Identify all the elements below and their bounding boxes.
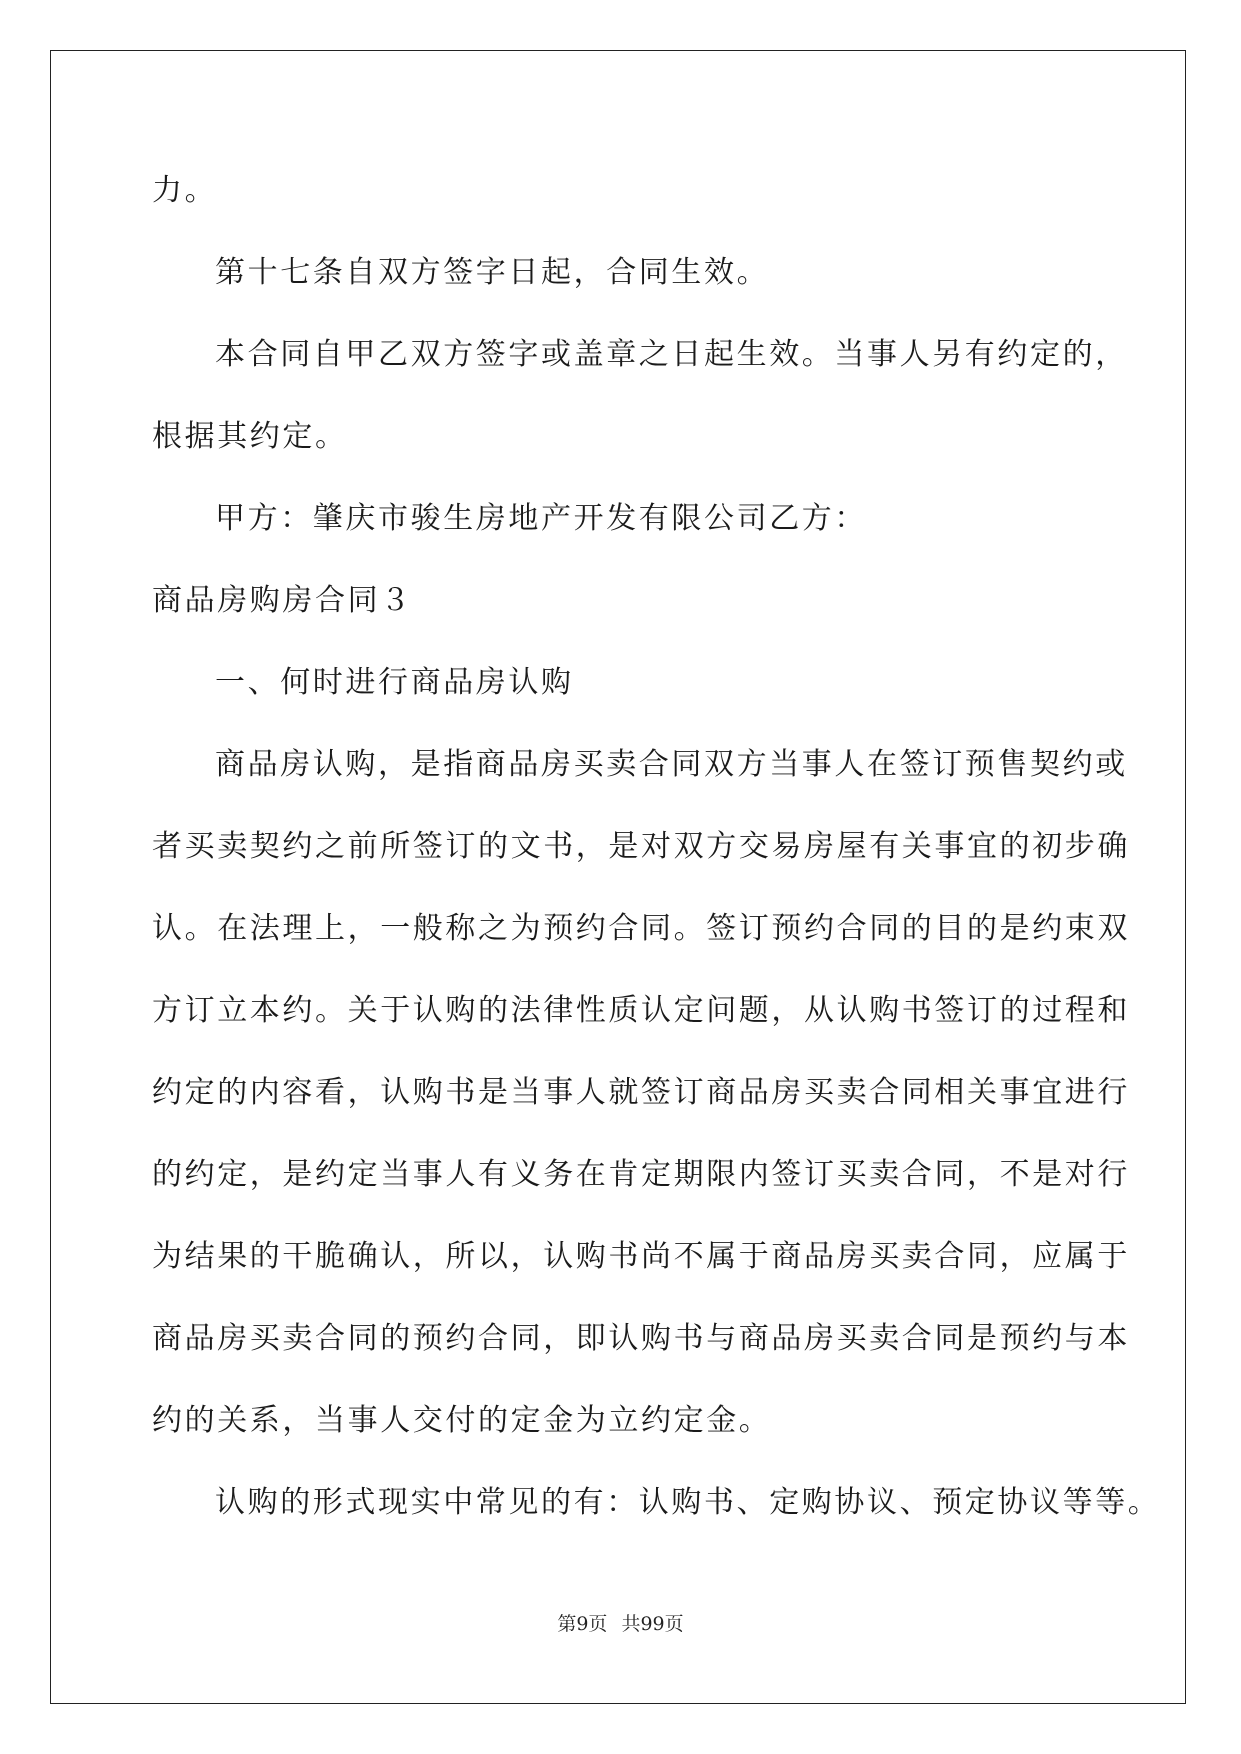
- text-line: 的约定，是约定当事人有义务在肯定期限内签订买卖合同，不是对行: [152, 1157, 1130, 1192]
- text-line: 本合同自甲乙双方签字或盖章之日起生效。当事人另有约定的，: [215, 337, 1128, 372]
- text-line: 为结果的干脆确认，所以，认购书尚不属于商品房买卖合同，应属于: [152, 1239, 1130, 1274]
- text-line: 者买卖契约之前所签订的文书，是对双方交易房屋有关事宜的初步确: [152, 829, 1130, 864]
- text-line: 约定的内容看，认购书是当事人就签订商品房买卖合同相关事宜进行: [152, 1075, 1130, 1110]
- total-pages: 共99页: [621, 1613, 684, 1635]
- text-line: 甲方：肇庆市骏生房地产开发有限公司乙方：: [215, 501, 867, 536]
- text-line: 根据其约定。: [152, 419, 348, 454]
- text-line: 商品房买卖合同的预约合同，即认购书与商品房买卖合同是预约与本: [152, 1321, 1130, 1356]
- text-line: 力。: [152, 173, 218, 208]
- current-page-number: 第9页: [557, 1613, 608, 1635]
- page-footer: [0, 1612, 1241, 1636]
- text-line: 认购的形式现实中常见的有：认购书、定购协议、预定协议等等。: [215, 1485, 1161, 1520]
- page-border: [50, 50, 1186, 1704]
- text-line: 商品房认购，是指商品房买卖合同双方当事人在签订预售契约或: [215, 747, 1128, 782]
- text-line: 约的关系，当事人交付的定金为立约定金。: [152, 1403, 772, 1438]
- subheading: 一、何时进行商品房认购: [215, 665, 574, 700]
- text-line: 认。在法理上，一般称之为预约合同。签订预约合同的目的是约束双: [152, 911, 1130, 946]
- section-heading: 商品房购房合同３: [152, 583, 413, 618]
- text-line: 方订立本约。关于认购的法律性质认定问题，从认购书签订的过程和: [152, 993, 1130, 1028]
- text-line: 第十七条自双方签字日起，合同生效。: [215, 255, 770, 290]
